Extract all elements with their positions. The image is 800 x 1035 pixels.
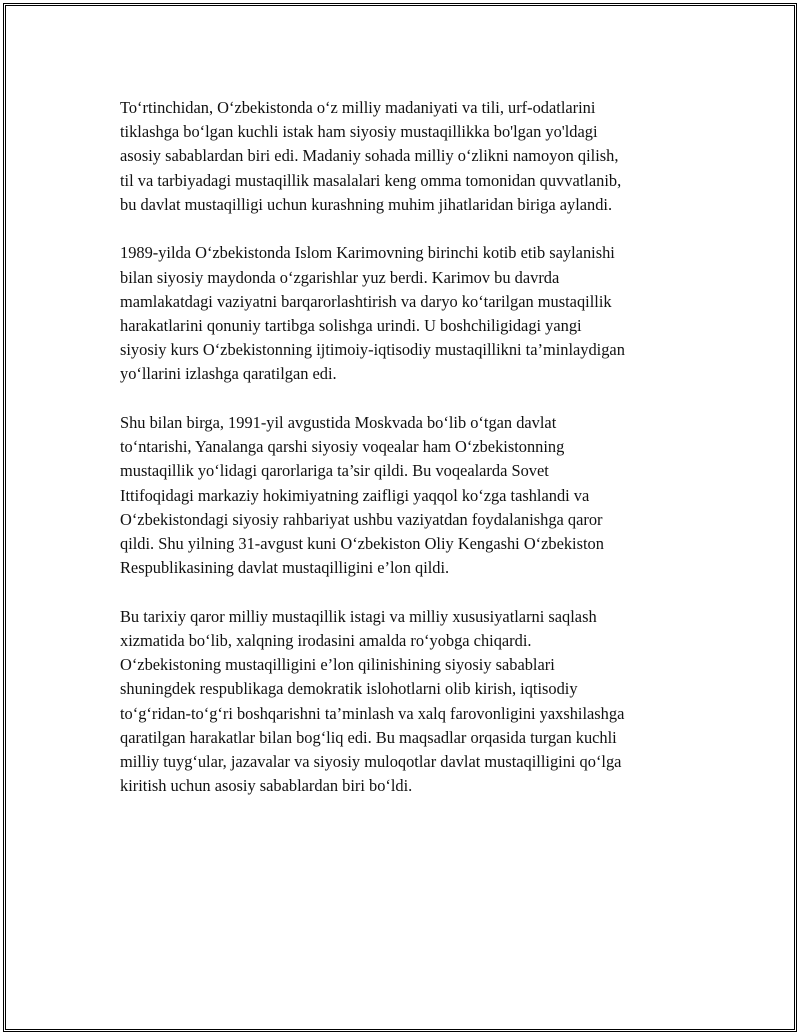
paragraph-2: 1989-yilda O‘zbekistonda Islom Karimovning birinchi kotib etib saylanishi bilan siyosiy maydonda o‘zgarishlar yuz berdi. Karimov bu davrda mamlakatdagi vaziyatni barqarorlashtirish va daryo ko‘tarilgan mustaqillik harakatlarini qonuniy tartibga solishga urindi. U boshchiligidagi yangi siyosiy kurs O‘zbekistonning ijtimoiy-iqtisodiy mustaqillikni ta’minlaydigan yo‘llarini izlashga qaratilgan edi. [120,243,625,384]
paragraph-1: To‘rtinchidan, O‘zbekistonda o‘z milliy madaniyati va tili, urf-odatlarini tiklashga bo‘lgan kuchli istak ham siyosiy mustaqillikka bo'lgan yo'ldagi asosiy sabablardan biri edi. Madaniy sohada milliy o‘zlikni namoyon qilish, til va tarbiyadagi mustaqillik masalalari keng omma tomonidan quvvatlanib, bu davlat mustaqilligi uchun kurashning muhim jihatlaridan biriga aylandi. [120,98,622,214]
document-page [3,3,797,1032]
paragraph-4: Bu tarixiy qaror milliy mustaqillik istagi va milliy xususiyatlarni saqlash xizmatida bo‘lib, xalqning irodasini amalda ro‘yobga chiqardi. O‘zbekistoning mustaqilligini e’lon qilinishining siyosiy sabablari shuningdek respublikaga demokratik islohotlarni olib kirish, iqtisodiy to‘g‘ridan-to‘g‘ri boshqarishni ta’minlash va xalq farovonligini yaxshilashga qaratilgan harakatlar bilan bog‘liq edi. Bu maqsadlar orqasida turgan kuchli milliy tuyg‘ular, jazavalar va siyosiy muloqotlar davlat mustaqilligini qo‘lga kiritish uchun asosiy sabablardan biri bo‘ldi. [120,606,625,796]
paragraph-3: Shu bilan birga, 1991-yil avgustida Moskvada bo‘lib o‘tgan davlat to‘ntarishi, Yanalanga qarshi siyosiy voqealar ham O‘zbekistonning mustaqillik yo‘lidagi qarorlariga ta’sir qildi. Bu voqealarda Sovet Ittifoqidagi markaziy hokimiyatning zaifligi yaqqol ko‘zga tashlandi va O‘zbekistondagi siyosiy rahbariyat ushbu vaziyatdan foydalanishga qaror qildi. Shu yilning 31-avgust kuni O‘zbekiston Oliy Kengashi O‘zbekiston Respublikasining davlat mustaqilligini e’lon qildi. [120,413,604,578]
document-body [120,96,700,823]
